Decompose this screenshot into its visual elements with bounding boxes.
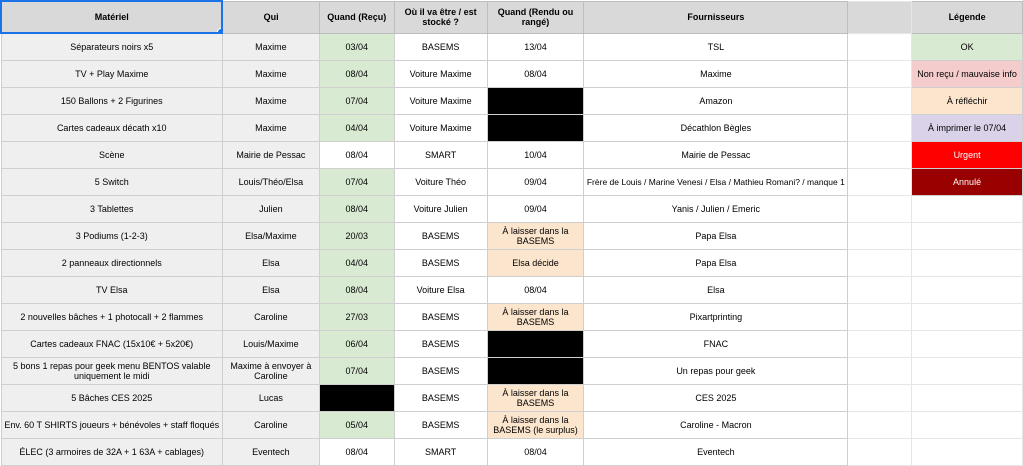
table-row [1, 33, 1023, 61]
cell-recu[interactable]: 08/04 [319, 142, 394, 169]
cell-materiel[interactable]: Cartes cadeaux FNAC (15x10€ + 5x20€) [1, 331, 222, 358]
cell-materiel[interactable]: 3 Tablettes [1, 196, 222, 223]
cell-qui[interactable]: Elsa [222, 277, 319, 304]
cell-fournisseur[interactable]: CES 2025 [584, 385, 848, 412]
cell-fournisseur[interactable]: Mairie de Pessac [584, 142, 848, 169]
cell-recu[interactable] [319, 385, 394, 412]
cell-rendu[interactable]: 13/04 [487, 33, 584, 61]
cell-fournisseur[interactable]: Caroline - Macron [584, 412, 848, 439]
empty-cell[interactable] [912, 304, 1023, 331]
table-row [1, 358, 1023, 385]
cell-rendu[interactable]: 08/04 [487, 61, 584, 88]
cell-recu[interactable]: 03/04 [319, 33, 394, 61]
cell-fournisseur[interactable]: Un repas pour geek [584, 358, 848, 385]
table-row [1, 304, 1023, 331]
cell-rendu[interactable] [487, 88, 584, 115]
empty-cell[interactable] [848, 277, 912, 304]
cell-fournisseur[interactable]: Eventech [584, 439, 848, 466]
cell-materiel[interactable]: 5 Bâches CES 2025 [1, 385, 222, 412]
table-row [1, 115, 1023, 142]
cell-materiel[interactable]: TV + Play Maxime [1, 61, 222, 88]
empty-cell[interactable] [848, 385, 912, 412]
cell-recu[interactable]: 04/04 [319, 250, 394, 277]
cell-ou[interactable]: BASEMS [394, 412, 487, 439]
empty-cell[interactable] [848, 358, 912, 385]
cell-ou[interactable]: BASEMS [394, 250, 487, 277]
cell-rendu[interactable]: 09/04 [487, 196, 584, 223]
cell-ou[interactable]: SMART [394, 439, 487, 466]
empty-cell[interactable] [912, 277, 1023, 304]
table-row [1, 385, 1023, 412]
cell-recu[interactable]: 07/04 [319, 169, 394, 196]
cell-ou[interactable]: Voiture Elsa [394, 277, 487, 304]
cell-fournisseur[interactable]: Frère de Louis / Marine Venesi / Elsa / Mathieu Romani? / manque 1 [584, 169, 848, 196]
empty-cell[interactable] [848, 412, 912, 439]
empty-cell[interactable] [912, 358, 1023, 385]
cell-rendu[interactable]: 08/04 [487, 277, 584, 304]
cell-fournisseur[interactable]: Papa Elsa [584, 250, 848, 277]
table-row [1, 223, 1023, 250]
cell-qui[interactable]: Julien [222, 196, 319, 223]
cell-fournisseur[interactable]: Décathlon Bègles [584, 115, 848, 142]
cell-recu[interactable]: 08/04 [319, 196, 394, 223]
table-row [1, 412, 1023, 439]
cell-materiel[interactable]: 5 Switch [1, 169, 222, 196]
cell-ou[interactable]: BASEMS [394, 304, 487, 331]
cell-materiel[interactable]: Cartes cadeaux décath x10 [1, 115, 222, 142]
cell-fournisseur[interactable]: Amazon [584, 88, 848, 115]
header-fournisseurs[interactable]: Fournisseurs [584, 1, 848, 33]
header-quand-recu[interactable]: Quand (Reçu) [319, 1, 394, 33]
header-qui[interactable]: Qui [222, 1, 319, 33]
legend-annule[interactable]: Annulé [912, 169, 1023, 196]
cell-qui[interactable]: Maxime à envoyer à Caroline [222, 358, 319, 385]
table-row [1, 88, 1023, 115]
cell-ou[interactable]: Voiture Julien [394, 196, 487, 223]
empty-cell[interactable] [848, 61, 912, 88]
table-row [1, 277, 1023, 304]
cell-ou[interactable]: BASEMS [394, 331, 487, 358]
empty-cell[interactable] [848, 142, 912, 169]
cell-rendu[interactable]: À laisser dans la BASEMS [487, 223, 584, 250]
cell-ou[interactable]: BASEMS [394, 223, 487, 250]
cell-qui[interactable]: Mairie de Pessac [222, 142, 319, 169]
empty-cell[interactable] [912, 439, 1023, 466]
empty-cell[interactable] [848, 115, 912, 142]
empty-cell[interactable] [848, 196, 912, 223]
cell-materiel[interactable]: 150 Ballons + 2 Figurines [1, 88, 222, 115]
cell-qui[interactable]: Elsa [222, 250, 319, 277]
cell-materiel[interactable]: 2 panneaux directionnels [1, 250, 222, 277]
cell-rendu[interactable] [487, 358, 584, 385]
empty-cell[interactable] [912, 385, 1023, 412]
cell-rendu[interactable] [487, 331, 584, 358]
header-quand-rendu[interactable]: Quand (Rendu ou rangé) [487, 1, 584, 33]
table-row [1, 439, 1023, 466]
header-materiel[interactable] [1, 1, 222, 33]
cell-fournisseur[interactable]: FNAC [584, 331, 848, 358]
header-row [1, 1, 1023, 33]
empty-cell[interactable] [912, 196, 1023, 223]
cell-recu[interactable]: 08/04 [319, 439, 394, 466]
legend-a-imprimer[interactable]: À imprimer le 07/04 [912, 115, 1023, 142]
cell-qui[interactable]: Maxime [222, 61, 319, 88]
legend-a-reflechir[interactable]: À réfléchir [912, 88, 1023, 115]
empty-cell[interactable] [912, 412, 1023, 439]
cell-recu[interactable]: 04/04 [319, 115, 394, 142]
cell-qui[interactable]: Lucas [222, 385, 319, 412]
cell-qui[interactable]: Elsa/Maxime [222, 223, 319, 250]
table-row [1, 61, 1023, 88]
cell-ou[interactable]: BASEMS [394, 358, 487, 385]
cell-fournisseur[interactable]: Elsa [584, 277, 848, 304]
cell-recu[interactable]: 27/03 [319, 304, 394, 331]
empty-cell[interactable] [848, 331, 912, 358]
cell-ou[interactable]: BASEMS [394, 33, 487, 61]
cell-materiel[interactable]: 3 Podiums (1-2-3) [1, 223, 222, 250]
cell-recu[interactable]: 07/04 [319, 358, 394, 385]
cell-ou[interactable]: Voiture Maxime [394, 115, 487, 142]
header-ou[interactable]: Où il va être / est stocké ? [394, 1, 487, 33]
empty-cell[interactable] [848, 250, 912, 277]
cell-rendu[interactable]: À laisser dans la BASEMS [487, 304, 584, 331]
empty-cell[interactable] [848, 33, 912, 61]
cell-qui[interactable]: Eventech [222, 439, 319, 466]
cell-materiel[interactable]: Séparateurs noirs x5 [1, 33, 222, 61]
cell-materiel[interactable]: TV Elsa [1, 277, 222, 304]
cell-materiel[interactable]: Env. 60 T SHIRTS joueurs + bénévoles + staff floqués [1, 412, 222, 439]
cell-ou[interactable]: Voiture Maxime [394, 88, 487, 115]
cell-qui[interactable]: Caroline [222, 412, 319, 439]
selection-handle[interactable] [217, 28, 222, 33]
empty-cell[interactable] [848, 439, 912, 466]
cell-materiel[interactable]: 5 bons 1 repas pour geek menu BENTOS valable uniquement le midi [1, 358, 222, 385]
cell-qui[interactable]: Louis/Maxime [222, 331, 319, 358]
cell-ou[interactable]: BASEMS [394, 385, 487, 412]
cell-fournisseur[interactable]: Papa Elsa [584, 223, 848, 250]
empty-cell[interactable] [848, 223, 912, 250]
empty-cell[interactable] [848, 169, 912, 196]
table-row [1, 169, 1023, 196]
cell-ou[interactable]: Voiture Maxime [394, 61, 487, 88]
cell-recu[interactable]: 07/04 [319, 88, 394, 115]
cell-rendu[interactable]: 08/04 [487, 439, 584, 466]
cell-rendu[interactable]: À laisser dans la BASEMS [487, 385, 584, 412]
cell-recu[interactable]: 08/04 [319, 61, 394, 88]
empty-cell[interactable] [848, 1, 912, 33]
empty-cell[interactable] [912, 331, 1023, 358]
cell-qui[interactable]: Maxime [222, 33, 319, 61]
cell-qui[interactable]: Maxime [222, 115, 319, 142]
cell-rendu[interactable]: 09/04 [487, 169, 584, 196]
empty-cell[interactable] [912, 250, 1023, 277]
cell-materiel[interactable]: Scène [1, 142, 222, 169]
cell-recu[interactable]: 06/04 [319, 331, 394, 358]
empty-cell[interactable] [848, 304, 912, 331]
table-row [1, 331, 1023, 358]
cell-recu[interactable]: 20/03 [319, 223, 394, 250]
cell-recu[interactable]: 08/04 [319, 277, 394, 304]
header-legende[interactable]: Légende [912, 1, 1023, 33]
cell-fournisseur[interactable]: Maxime [584, 61, 848, 88]
cell-rendu[interactable]: À laisser dans la BASEMS (le surplus) [487, 412, 584, 439]
cell-ou[interactable]: SMART [394, 142, 487, 169]
cell-materiel[interactable]: ÉLEC (3 armoires de 32A + 1 63A + cablages) [1, 439, 222, 466]
cell-fournisseur[interactable]: Pixartprinting [584, 304, 848, 331]
cell-qui[interactable]: Louis/Théo/Elsa [222, 169, 319, 196]
table-row [1, 196, 1023, 223]
cell-qui[interactable]: Caroline [222, 304, 319, 331]
cell-qui[interactable]: Maxime [222, 88, 319, 115]
empty-cell[interactable] [912, 223, 1023, 250]
cell-rendu[interactable]: 10/04 [487, 142, 584, 169]
cell-rendu[interactable] [487, 115, 584, 142]
cell-materiel[interactable]: 2 nouvelles bâches + 1 photocall + 2 flammes [1, 304, 222, 331]
empty-cell[interactable] [848, 88, 912, 115]
cell-rendu[interactable]: Elsa décide [487, 250, 584, 277]
table-row [1, 142, 1023, 169]
cell-fournisseur[interactable]: TSL [584, 33, 848, 61]
legend-non-recu[interactable]: Non reçu / mauvaise info [912, 61, 1023, 88]
cell-ou[interactable]: Voiture Théo [394, 169, 487, 196]
cell-recu[interactable]: 05/04 [319, 412, 394, 439]
header-materiel-label: Matériel [94, 12, 129, 22]
legend-ok[interactable]: OK [912, 33, 1023, 61]
cell-fournisseur[interactable]: Yanis / Julien / Emeric [584, 196, 848, 223]
table-row [1, 250, 1023, 277]
legend-urgent[interactable]: Urgent [912, 142, 1023, 169]
